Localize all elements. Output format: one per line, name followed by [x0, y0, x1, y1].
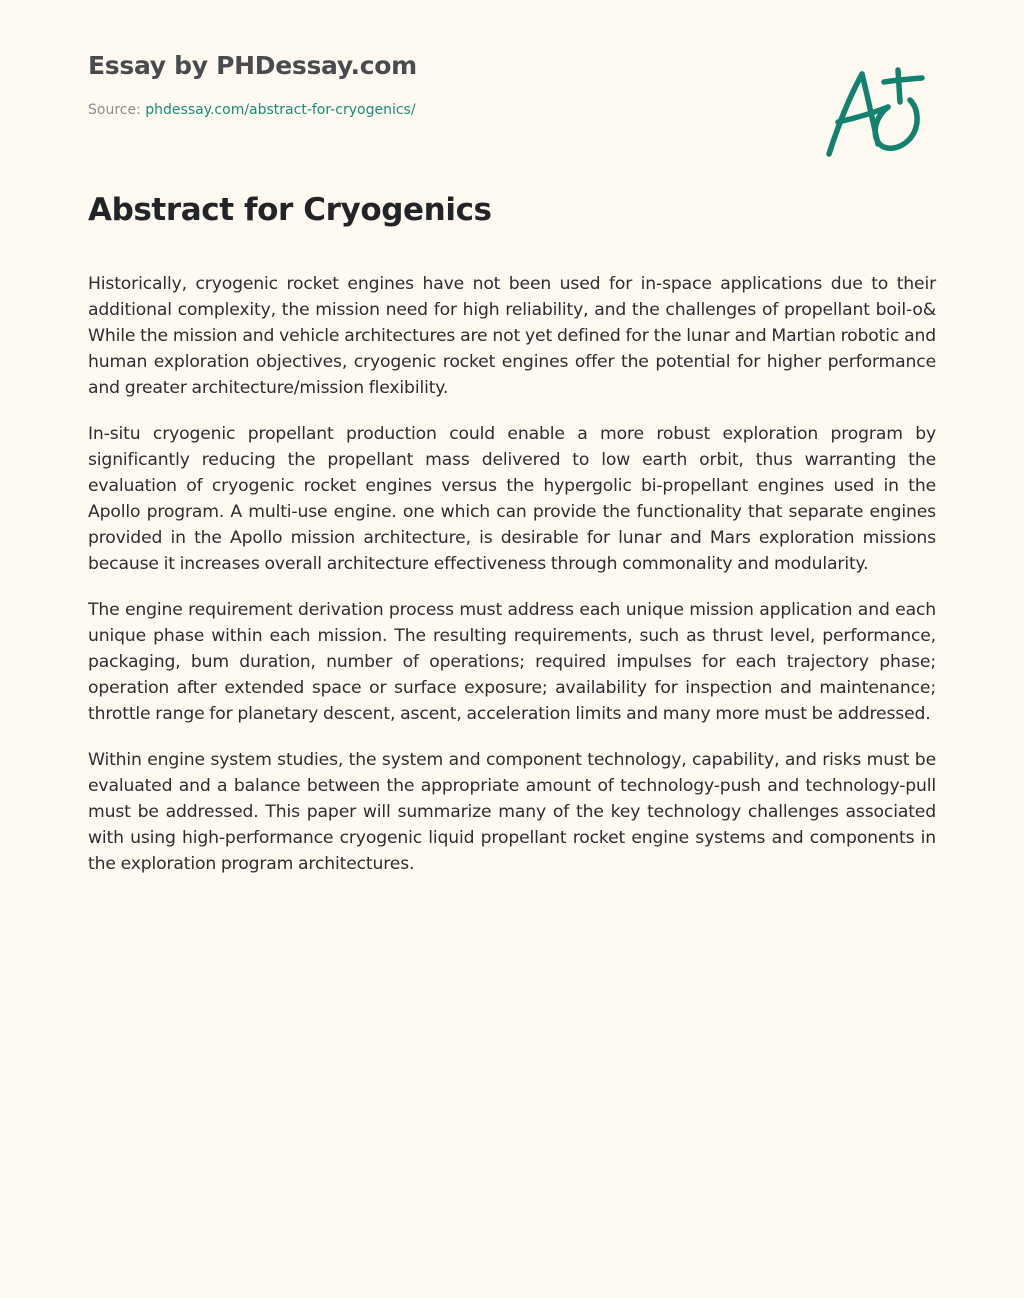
site-title: Essay by PHDessay.com — [88, 51, 417, 80]
essay-body — [88, 271, 936, 897]
a-plus-logo-icon — [818, 60, 930, 164]
paragraph-3: The engine requirement derivation process must address each unique mission application and each unique phase within each mission. The resulting requirements, such as thrust level, performance, packaging, bum duration, number of operations; required impulses for each trajectory phase; operation after extended space or surface exposure; availability for inspection and maintenance; throttle range for planetary descent, ascent, acceleration limits and many more must be addressed. — [88, 600, 936, 724]
paragraph-4: Within engine system studies, the system and component technology, capability, and risks must be evaluated and a balance between the appropriate amount of technology-push and technology-pull must be addressed. This paper will summarize many of the key technology challenges associated with using high-performance cryogenic liquid propellant rocket engine systems and components in the exploration program architectures. — [88, 750, 936, 874]
source-line — [88, 101, 416, 119]
page-title: Abstract for Cryogenics — [88, 192, 492, 228]
paragraph-1: Historically, cryogenic rocket engines have not been used for in-space applications due to their additional complexity, the mission need for high reliability, and the challenges of propellant boil-o& While the mission and vehicle architectures are not yet defined for the lunar and Martian robotic and human exploration objectives, cryogenic rocket engines offer the potential for higher performance and greater architecture/mission flexibility. — [88, 274, 936, 398]
paragraph-2: In-situ cryogenic propellant production could enable a more robust exploration program by significantly reducing the propellant mass delivered to low earth orbit, thus warranting the evaluation of cryogenic rocket engines versus the hypergolic bi-propellant engines used in the Apollo program. A multi-use engine. one which can provide the functionality that separate engines provided in the Apollo mission architecture, is desirable for lunar and Mars exploration missions because it increases overall architecture effectiveness through commonality and modularity. — [88, 424, 936, 574]
source-label: Source: — [88, 102, 146, 118]
source-link[interactable]: phdessay.com/abstract-for-cryogenics/ — [145, 102, 416, 118]
